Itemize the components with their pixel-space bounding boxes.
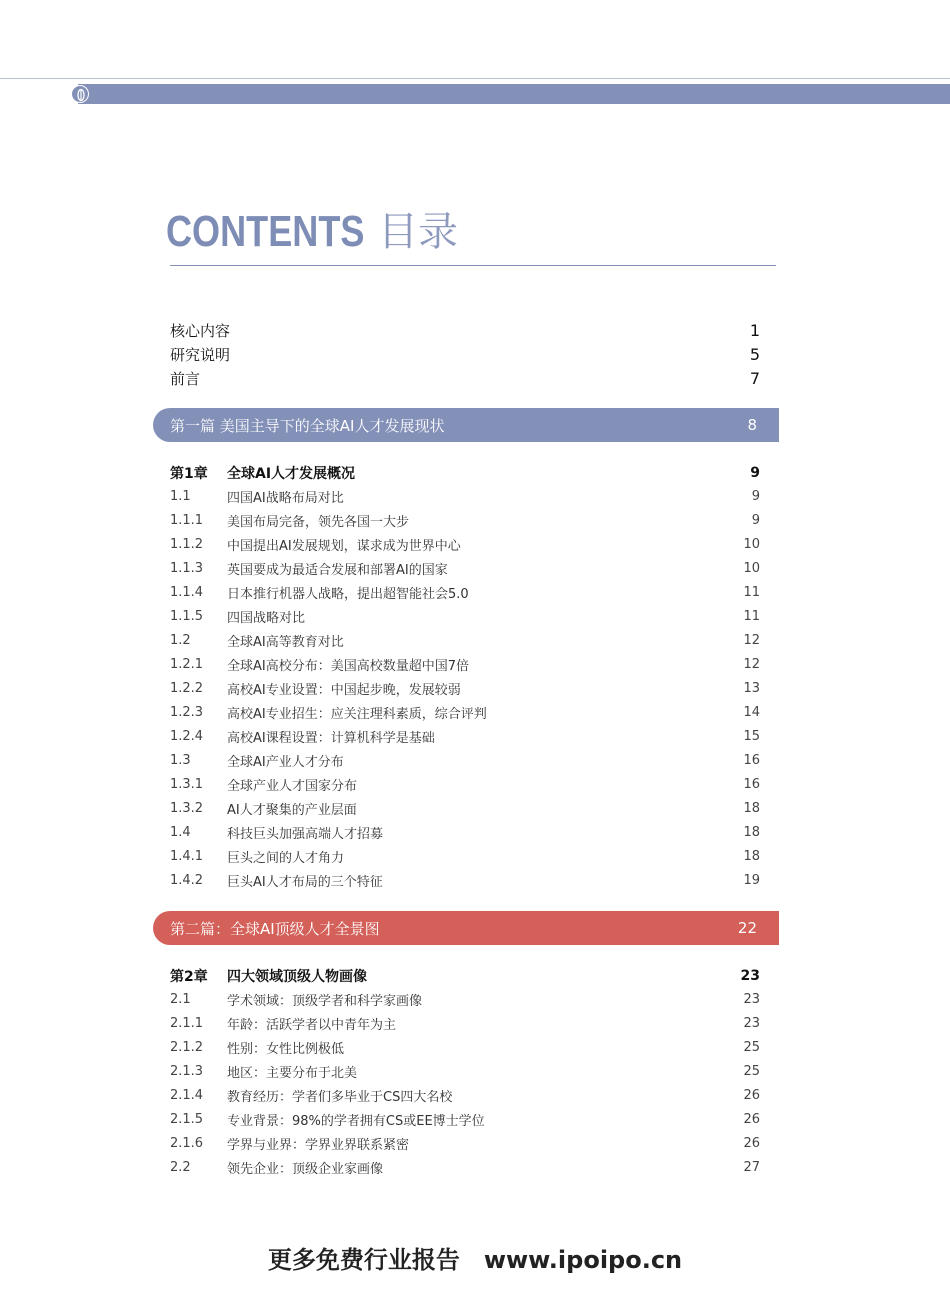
toc-num: 1.2 (170, 632, 191, 648)
toc-entry[interactable] (170, 367, 760, 389)
toc-page: 23 (740, 968, 760, 984)
toc-num: 1.2.1 (170, 656, 204, 672)
toc-num: 1.4 (170, 824, 191, 840)
footer-left-text: 更多免费行业报告 (267, 1246, 460, 1274)
toc-label: 巨头AI人才布局的三个特征 (227, 874, 383, 890)
toc-page: 16 (743, 776, 760, 792)
toc-label: 高校AI课程设置：计算机科学是基础 (227, 730, 435, 746)
toc-num: 2.1.1 (170, 1015, 204, 1031)
toc-page: 11 (743, 584, 760, 600)
toc-num: 1.1.4 (170, 584, 204, 600)
toc-entry[interactable] (170, 797, 760, 819)
toc-label: 英国要成为最适合发展和部署AI的国家 (227, 562, 448, 578)
toc-page: 16 (743, 752, 760, 768)
toc-num: 1.3.1 (170, 776, 204, 792)
toc-page: 25 (743, 1063, 760, 1079)
chapter2-heading[interactable] (170, 965, 760, 987)
part1-label: 第一篇 美国主导下的全球AI人才发展现状 (170, 416, 445, 435)
toc-num: 1.4.1 (170, 848, 204, 864)
toc-num: 1.4.2 (170, 872, 204, 888)
toc-num: 2.1.2 (170, 1039, 204, 1055)
toc-label: 年龄：活跃学者以中青年为主 (227, 1017, 397, 1033)
toc-page: 14 (743, 704, 760, 720)
toc-label: 全球AI高等教育对比 (227, 634, 344, 650)
toc-num: 1.3.2 (170, 800, 204, 816)
toc-page: 12 (743, 656, 760, 672)
toc-num: 2.1.5 (170, 1111, 204, 1127)
toc-num: 第2章 (170, 969, 208, 985)
toc-num: 1.1 (170, 488, 191, 504)
toc-page: 10 (743, 560, 760, 576)
toc-page: 7 (749, 368, 760, 388)
toc-page: 27 (743, 1159, 760, 1175)
footer-url[interactable]: www.ipoipo.cn (483, 1246, 683, 1274)
toc-num: 2.1.6 (170, 1135, 204, 1151)
toc-num: 1.2.2 (170, 680, 204, 696)
toc-label: 科技巨头加强高端人才招募 (227, 826, 384, 842)
toc-entry[interactable] (170, 1084, 760, 1106)
toc-entry[interactable] (170, 629, 760, 651)
toc-entry[interactable] (170, 845, 760, 867)
toc-label: 专业背景：98%的学者拥有CS或EE博士学位 (227, 1113, 485, 1129)
part2-page: 22 (737, 919, 757, 937)
toc-entry[interactable] (170, 509, 760, 531)
toc-page: 18 (743, 800, 760, 816)
part1-band[interactable] (153, 408, 779, 442)
toc-entry[interactable] (170, 1156, 760, 1178)
toc-label: 前言 (170, 369, 201, 388)
toc-label: 学界与业界：学界业界联系紧密 (227, 1137, 410, 1153)
toc-num: 2.1.4 (170, 1087, 204, 1103)
toc-entry[interactable] (170, 1132, 760, 1154)
toc-label: 领先企业：顶级企业家画像 (227, 1161, 384, 1177)
toc-entry[interactable] (170, 605, 760, 627)
part2-label: 第二篇：全球AI顶级人才全景图 (170, 919, 380, 938)
toc-label: 四国AI战略布局对比 (227, 490, 344, 506)
toc-num: 2.2 (170, 1159, 191, 1175)
toc-page: 12 (743, 632, 760, 648)
chapter1-heading[interactable] (170, 462, 760, 484)
toc-label: 高校AI专业设置：中国起步晚，发展较弱 (227, 682, 461, 698)
toc-page: 26 (743, 1087, 760, 1103)
title-en: CONTENTS (166, 207, 365, 256)
toc-label: 教育经历：学者们多毕业于CS四大名校 (227, 1089, 453, 1105)
toc-page: 26 (743, 1135, 760, 1151)
toc-entry[interactable] (170, 319, 760, 341)
toc-entry[interactable] (170, 581, 760, 603)
toc-page: 26 (743, 1111, 760, 1127)
toc-entry[interactable] (170, 725, 760, 747)
toc-entry[interactable] (170, 485, 760, 507)
toc-page: 5 (749, 344, 760, 364)
toc-page: 13 (743, 680, 760, 696)
toc-entry[interactable] (170, 1108, 760, 1130)
toc-entry[interactable] (170, 677, 760, 699)
toc-label: AI人才聚集的产业层面 (227, 802, 357, 818)
toc-num: 1.1.3 (170, 560, 204, 576)
toc-page: 11 (743, 608, 760, 624)
title-cn: 目录 (378, 209, 458, 255)
page-title (166, 205, 458, 257)
toc-page: 9 (751, 512, 760, 528)
toc-num: 1.1.2 (170, 536, 204, 552)
toc-label: 四国战略对比 (227, 610, 306, 626)
toc-entry[interactable] (170, 701, 760, 723)
title-divider (170, 265, 776, 266)
toc-entry[interactable] (170, 1060, 760, 1082)
toc-page: 25 (743, 1039, 760, 1055)
toc-num: 2.1.3 (170, 1063, 204, 1079)
toc-page: 23 (743, 991, 760, 1007)
toc-label: 美国布局完备，领先各国一大步 (227, 514, 410, 530)
toc-label: 核心内容 (170, 321, 231, 340)
toc-label: 学术领域：顶级学者和科学家画像 (227, 993, 423, 1009)
footer-banner (0, 1240, 950, 1275)
toc-label: 研究说明 (170, 345, 231, 364)
toc-num: 1.1.1 (170, 512, 204, 528)
toc-num: 2.1 (170, 991, 191, 1007)
toc-entry[interactable] (170, 343, 760, 365)
toc-entry[interactable] (170, 869, 760, 891)
toc-label: 巨头之间的人才角力 (227, 850, 345, 866)
toc-label: 中国提出AI发展规划，谋求成为世界中心 (227, 538, 461, 554)
toc-entry[interactable] (170, 653, 760, 675)
toc-entry[interactable] (170, 1036, 760, 1058)
toc-label: 全球AI人才发展概况 (227, 466, 356, 482)
toc-entry[interactable] (170, 821, 760, 843)
header-logo-icon (71, 85, 89, 103)
toc-label: 全球AI产业人才分布 (227, 754, 344, 770)
toc-page: 9 (750, 465, 760, 481)
toc-entry[interactable] (170, 1012, 760, 1034)
part1-page: 8 (747, 416, 757, 434)
toc-entry[interactable] (170, 533, 760, 555)
toc-num: 1.3 (170, 752, 191, 768)
toc-page: 23 (743, 1015, 760, 1031)
header-bar (78, 84, 950, 104)
toc-label: 日本推行机器人战略，提出超智能社会5.0 (227, 586, 469, 602)
toc-entry[interactable] (170, 749, 760, 771)
toc-num: 1.1.5 (170, 608, 204, 624)
toc-page: 10 (743, 536, 760, 552)
toc-page: 9 (751, 488, 760, 504)
toc-entry[interactable] (170, 557, 760, 579)
toc-page: 15 (743, 728, 760, 744)
toc-num: 第1章 (170, 466, 208, 482)
toc-page: 1 (749, 320, 760, 340)
toc-label: 地区：主要分布于北美 (227, 1065, 358, 1081)
toc-label: 性别：女性比例极低 (227, 1041, 345, 1057)
toc-entry[interactable] (170, 773, 760, 795)
toc-label: 四大领域顶级人物画像 (227, 969, 367, 985)
toc-label: 高校AI专业招生：应关注理科素质，综合评判 (227, 706, 487, 722)
toc-num: 1.2.4 (170, 728, 204, 744)
toc-page: 18 (743, 848, 760, 864)
header-line (0, 78, 950, 79)
toc-page: 19 (743, 872, 760, 888)
toc-label: 全球AI高校分布：美国高校数量超中国7倍 (227, 658, 469, 674)
toc-label: 全球产业人才国家分布 (227, 778, 358, 794)
part2-band[interactable] (153, 911, 779, 945)
toc-num: 1.2.3 (170, 704, 204, 720)
toc-entry[interactable] (170, 988, 760, 1010)
toc-page: 18 (743, 824, 760, 840)
